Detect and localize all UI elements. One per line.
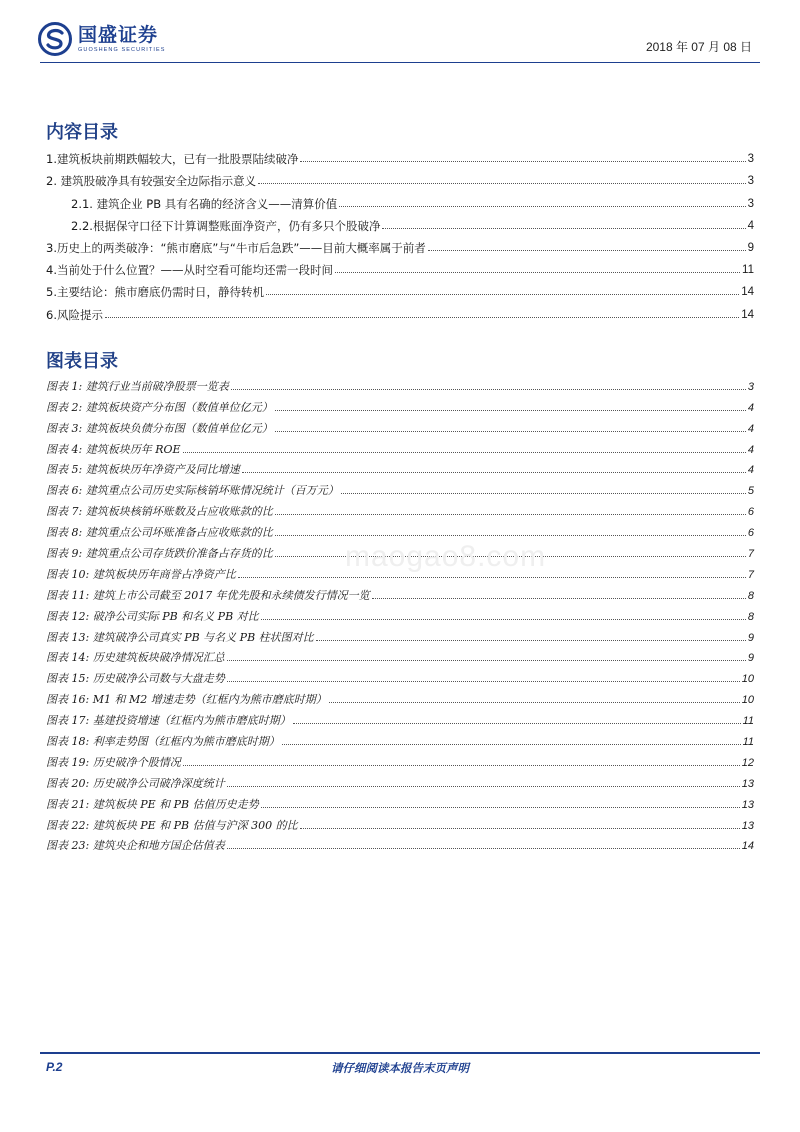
dot-leader: [275, 535, 746, 536]
dot-leader: [382, 228, 745, 229]
report-date: 2018 年 07 月 08 日: [645, 40, 752, 54]
entry-text: 4.当前处于什么位置？——从时空看可能均还需一段时间: [46, 263, 333, 278]
dot-leader: [105, 317, 739, 318]
dot-leader: [242, 472, 746, 473]
entry-page: 8: [747, 589, 754, 602]
entry-page: 4: [747, 401, 754, 414]
dot-leader: [341, 493, 746, 494]
contents-entry[interactable]: [46, 299, 754, 321]
dot-leader: [275, 431, 746, 432]
entry-text: 2.1. 建筑企业 PB 具有名确的经济含义——清算价值: [71, 196, 338, 211]
entry-page: 10: [741, 694, 754, 707]
entry-page: 10: [741, 673, 754, 686]
company-logo: [38, 22, 166, 56]
entry-page: 9: [747, 241, 754, 254]
contents-title: 内容目录: [46, 122, 118, 143]
chart-entry[interactable]: [46, 707, 754, 728]
entry-page: 8: [747, 610, 754, 623]
entry-page: 3: [747, 197, 754, 210]
dot-leader: [261, 619, 746, 620]
logo-chinese-name: 国盛证券: [78, 24, 159, 46]
dot-leader: [227, 786, 740, 787]
entry-text: 图表 2: 建筑板块资产分布图（数值单位亿元）: [46, 400, 273, 414]
entry-page: 6: [747, 506, 754, 519]
charts-toc-list: [46, 373, 754, 853]
entry-text: 图表 3: 建筑板块负债分布图（数值单位亿元）: [46, 421, 273, 435]
charts-toc-title: 图表目录: [46, 351, 118, 372]
chart-entry[interactable]: [46, 624, 754, 645]
contents-entry[interactable]: [46, 166, 754, 188]
entry-text: 图表 4: 建筑板块历年 ROE: [46, 442, 181, 456]
header-divider: [40, 62, 760, 63]
entry-text: 图表 7: 建筑板块核销坏账数及占应收账款的比: [46, 505, 273, 519]
entry-text: 5.主要结论：熊市磨底仍需时日，静待转机: [46, 285, 264, 300]
entry-text: 图表 5: 建筑板块历年净资产及同比增速: [46, 463, 240, 477]
entry-page: 3: [747, 153, 754, 166]
entry-page: 5: [747, 485, 754, 498]
entry-text: 图表 10: 建筑板块历年商誉占净资产比: [46, 567, 236, 581]
dot-leader: [258, 183, 745, 184]
dot-leader: [266, 294, 739, 295]
dot-leader: [335, 272, 740, 273]
entry-text: 图表 1: 建筑行业当前破净股票一览表: [46, 379, 229, 393]
dot-leader: [372, 598, 746, 599]
disclaimer-note: 请仔细阅读本报告末页声明: [331, 1061, 469, 1075]
entry-text: 3.历史上的两类破净：“熊市磨底”与“牛市后急跌”——目前大概率属于前者: [46, 240, 426, 255]
entry-page: 6: [747, 527, 754, 540]
dot-leader: [275, 514, 746, 515]
chart-entry[interactable]: [46, 603, 754, 624]
entry-page: 14: [741, 286, 754, 299]
entry-page: 14: [741, 840, 754, 853]
contents-entry[interactable]: [46, 144, 754, 166]
entry-page: 4: [747, 219, 754, 232]
entry-text: 2.2.根据保守口径下计算调整账面净资产，仍有多只个股破净: [71, 218, 381, 233]
entry-page: 14: [741, 308, 754, 321]
entry-page: 11: [742, 715, 754, 728]
entry-text: 图表 21: 建筑板块 PE 和 PB 估值历史走势: [46, 797, 259, 811]
chart-entry[interactable]: [46, 812, 754, 833]
dot-leader: [339, 206, 745, 207]
entry-text: 图表 16: M1 和 M2 增速走势（红框内为熊市磨底时期）: [46, 693, 327, 707]
entry-page: 13: [741, 798, 754, 811]
entry-page: 7: [747, 548, 754, 561]
entry-text: 6.风险提示: [46, 307, 103, 322]
chart-entry[interactable]: [46, 833, 754, 854]
contents-subentry[interactable]: [46, 188, 754, 210]
dot-leader: [227, 660, 746, 661]
entry-text: 图表 20: 历史破净公司破净深度统计: [46, 776, 225, 790]
entry-text: 1.建筑板块前期跌幅较大，已有一批股票陆续破净: [46, 152, 299, 167]
entry-page: 4: [747, 422, 754, 435]
chart-entry[interactable]: [46, 770, 754, 791]
chart-entry[interactable]: [46, 477, 754, 498]
contents-entry[interactable]: [46, 255, 754, 277]
chart-entry[interactable]: [46, 749, 754, 770]
entry-page: 4: [747, 464, 754, 477]
entry-page: 13: [741, 777, 754, 790]
contents-entry[interactable]: [46, 233, 754, 255]
dot-leader: [238, 577, 746, 578]
entry-text: 图表 18: 利率走势图（红框内为熊市磨底时期）: [46, 735, 280, 749]
dot-leader: [183, 765, 740, 766]
page-header: [38, 22, 760, 62]
entry-text: 图表 17: 基建投资增速（红框内为熊市磨底时期）: [46, 714, 291, 728]
logo-english-name: GUOSHENG SECURITIES: [78, 47, 166, 53]
footer-divider: [40, 1052, 760, 1054]
entry-page: 11: [742, 736, 754, 749]
page-number: P.2: [46, 1060, 63, 1074]
dot-leader: [300, 161, 745, 162]
entry-page: 4: [747, 443, 754, 456]
chart-entry[interactable]: [46, 457, 754, 478]
chart-entry[interactable]: [46, 791, 754, 812]
contents-entry[interactable]: [46, 277, 754, 299]
watermark: maogao8.com: [345, 540, 547, 573]
entry-text: 图表 9: 建筑重点公司存货跌价准备占存货的比: [46, 547, 273, 561]
entry-page: 11: [742, 264, 754, 277]
contents-list: [46, 144, 754, 322]
entry-text: 图表 14: 历史建筑板块破净情况汇总: [46, 651, 225, 665]
dot-leader: [329, 702, 740, 703]
entry-text: 图表 8: 建筑重点公司坏账准备占应收账款的比: [46, 526, 273, 540]
entry-text: 图表 23: 建筑央企和地方国企估值表: [46, 839, 225, 853]
entry-page: 9: [747, 652, 754, 665]
dot-leader: [293, 723, 741, 724]
entry-text: 图表 12: 破净公司实际 PB 和名义 PB 对比: [46, 609, 259, 623]
chart-entry[interactable]: [46, 519, 754, 540]
dot-leader: [227, 848, 740, 849]
dot-leader: [183, 452, 746, 453]
dot-leader: [261, 807, 740, 808]
entry-page: 13: [741, 819, 754, 832]
chart-entry[interactable]: [46, 686, 754, 707]
dot-leader: [231, 389, 746, 390]
chart-entry[interactable]: [46, 373, 754, 394]
chart-entry[interactable]: [46, 728, 754, 749]
dot-leader: [227, 681, 740, 682]
chart-entry[interactable]: [46, 582, 754, 603]
entry-page: 7: [747, 568, 754, 581]
entry-page: 12: [741, 756, 754, 769]
entry-text: 图表 11: 建筑上市公司截至 2017 年优先股和永续债发行情况一览: [46, 588, 370, 602]
entry-page: 3: [747, 380, 754, 393]
entry-text: 2. 建筑股破净具有较强安全边际指示意义: [46, 174, 257, 189]
chart-entry[interactable]: [46, 394, 754, 415]
chart-entry[interactable]: [46, 415, 754, 436]
entry-text: 图表 13: 建筑破净公司真实 PB 与名义 PB 柱状图对比: [46, 630, 314, 644]
entry-text: 图表 6: 建筑重点公司历史实际核销坏账情况统计（百万元）: [46, 484, 339, 498]
entry-text: 图表 22: 建筑板块 PE 和 PB 估值与沪深 300 的比: [46, 818, 298, 832]
dot-leader: [428, 250, 746, 251]
dot-leader: [300, 828, 740, 829]
dot-leader: [282, 744, 741, 745]
chart-entry[interactable]: [46, 498, 754, 519]
dot-leader: [275, 410, 746, 411]
entry-page: 3: [747, 175, 754, 188]
entry-page: 9: [747, 631, 754, 644]
dot-leader: [316, 640, 746, 641]
guosheng-logo-icon: [38, 22, 72, 56]
chart-entry[interactable]: [46, 665, 754, 686]
chart-entry[interactable]: [46, 645, 754, 666]
chart-entry[interactable]: [46, 436, 754, 457]
entry-text: 图表 15: 历史破净公司数与大盘走势: [46, 672, 225, 686]
contents-subentry[interactable]: [46, 211, 754, 233]
entry-text: 图表 19: 历史破净个股情况: [46, 755, 181, 769]
